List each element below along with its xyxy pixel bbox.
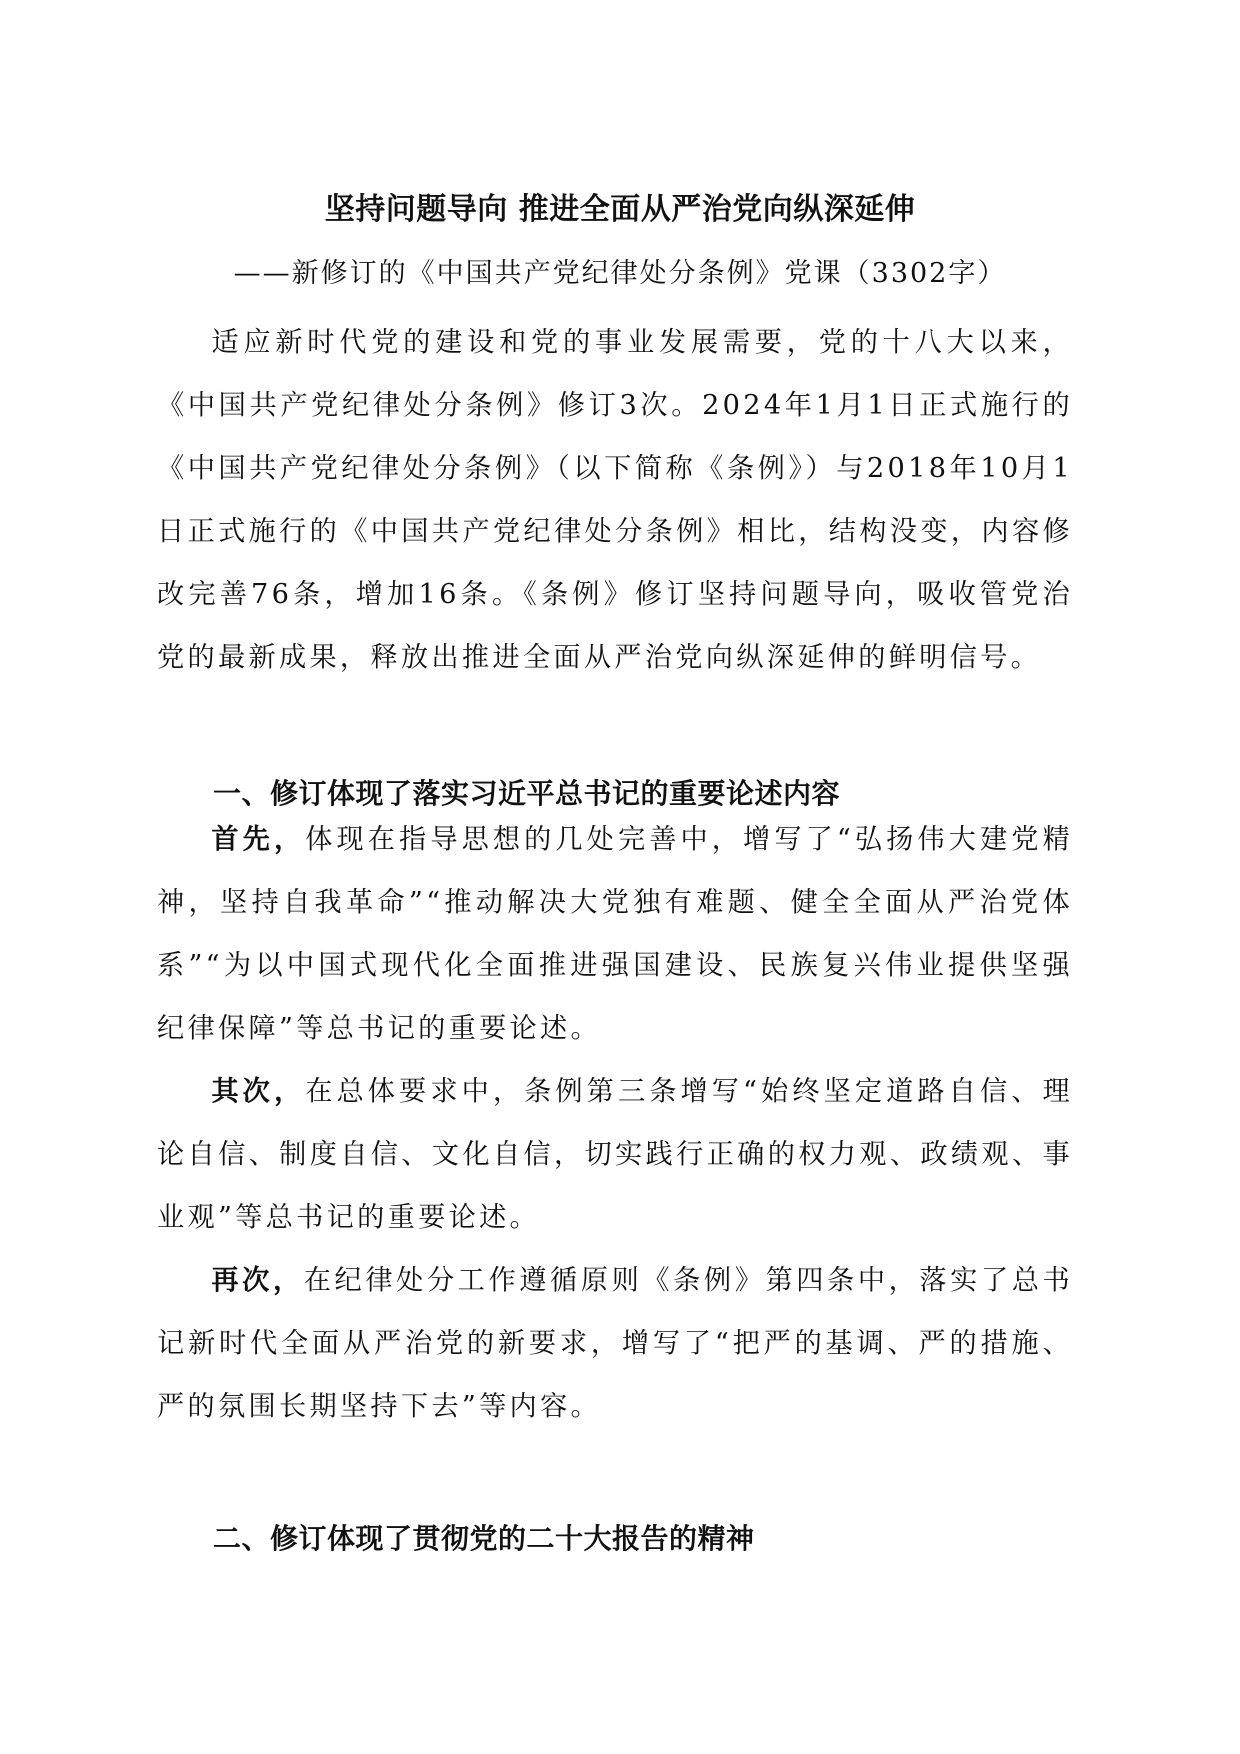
section1-paragraph-1 — [157, 808, 1073, 1060]
paragraph-lead: 其次， — [211, 1076, 306, 1107]
paragraph-text: 在总体要求中，条例第三条增写“始终坚定道路自信、理论自信、制度自信、文化自信，切实践行正确的权力观、政绩观、事业观”等总书记的重要论述。 — [157, 1076, 1073, 1233]
paragraph-lead: 首先， — [211, 824, 306, 855]
section-heading-1: 一、修订体现了落实习近平总书记的重要论述内容 — [213, 777, 841, 810]
intro-paragraph: 适应新时代党的建设和党的事业发展需要，党的十八大以来，《中国共产党纪律处分条例》修订3次。2024年1月1日正式施行的《中国共产党纪律处分条例》（以下简称《条例》）与2018年10月1日正式施行的《中国共产党纪律处分条例》相比，结构没变，内容修改完善76条，增加16条。《条例》修订坚持问题导向，吸收管党治党的最新成果，释放出推进全面从严治党向纵深延伸的鲜明信号。 — [157, 327, 1073, 673]
paragraph-text: 在纪律处分工作遵循原则《条例》第四条中，落实了总书记新时代全面从严治党的新要求，增写了“把严的基调、严的措施、严的氛围长期坚持下去”等内容。 — [157, 1265, 1073, 1422]
paragraph-lead: 再次， — [211, 1265, 304, 1296]
section1-paragraph-3 — [157, 1249, 1073, 1438]
section-heading-2: 二、修订体现了贯彻党的二十大报告的精神 — [213, 1522, 755, 1555]
section1-paragraph-2 — [157, 1060, 1073, 1249]
paragraph-text: 体现在指导思想的几处完善中，增写了“弘扬伟大建党精神，坚持自我革命”“推动解决大党独有难题、健全全面从严治党体系”“为以中国式现代化全面推进强国建设、民族复兴伟业提供坚强纪律保障”等总书记的重要论述。 — [157, 824, 1073, 1044]
document-title: 坚持问题导向 推进全面从严治党向纵深延伸 — [324, 192, 916, 227]
document-subtitle: ——新修订的《中国共产党纪律处分条例》党课（3302字） — [233, 258, 1007, 289]
